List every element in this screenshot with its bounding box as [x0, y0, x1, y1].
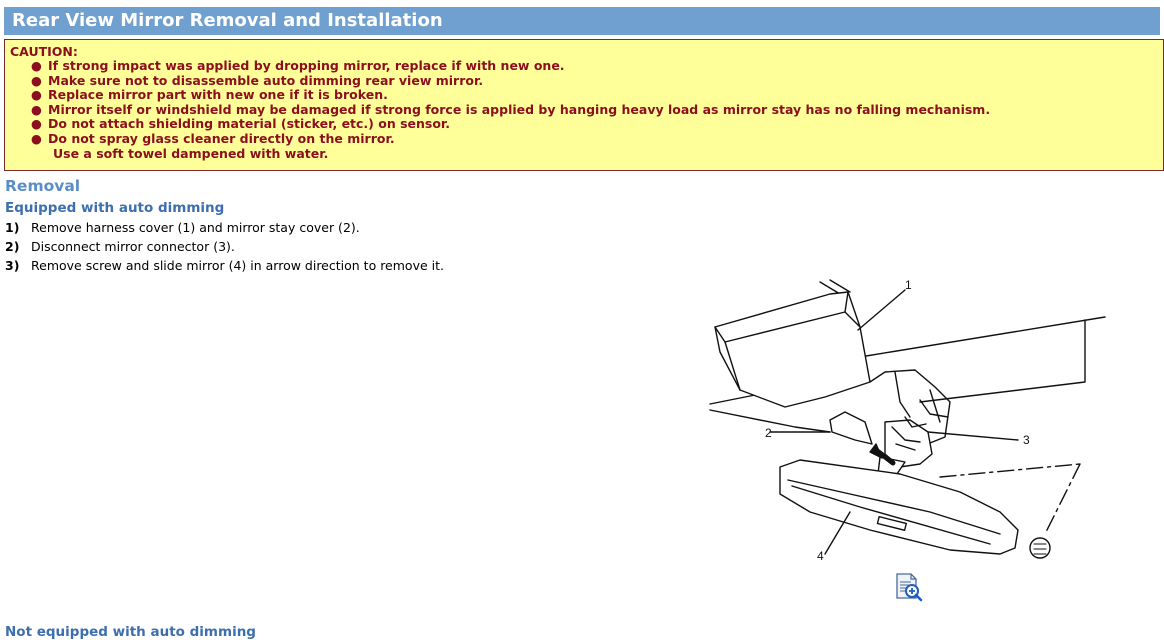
caution-item: ● If strong impact was applied by dropping mirror, replace if with new one.	[31, 58, 565, 73]
removal-steps	[5, 218, 444, 275]
step-item: 3) Remove screw and slide mirror (4) in arrow direction to remove it.	[5, 258, 444, 273]
page-title: Rear View Mirror Removal and Installation	[4, 7, 1160, 35]
step-item: 2) Disconnect mirror connector (3).	[5, 239, 235, 254]
callout-3: 3	[1023, 433, 1030, 447]
bullet-icon: ●	[31, 87, 42, 103]
callout-1: 1	[905, 278, 912, 292]
caution-item: ● Replace mirror part with new one if it is broken.	[31, 87, 388, 103]
bullet-icon: ●	[31, 72, 42, 88]
caution-item: ● Mirror itself or windshield may be damaged if strong force is applied by hanging heavy load as mirror stay has no falling mechanism.	[31, 101, 991, 117]
caution-item: ● Make sure not to disassemble auto dimming rear view mirror.	[31, 72, 484, 88]
zoom-in-document-icon[interactable]	[894, 572, 924, 602]
bullet-icon: ●	[31, 101, 42, 117]
mirror-removal-illustration	[700, 272, 1120, 572]
bullet-icon: ●	[31, 58, 42, 73]
removal-heading: Removal	[5, 177, 81, 195]
next-subheading: Not equipped with auto dimming	[5, 624, 256, 640]
caution-heading: CAUTION:	[10, 44, 78, 59]
callout-2: 2	[765, 426, 772, 440]
step-item: 1) Remove harness cover (1) and mirror stay cover (2).	[5, 220, 360, 235]
bullet-icon: ●	[31, 130, 42, 146]
caution-box	[4, 39, 1164, 171]
caution-continuation: Use a soft towel dampened with water.	[53, 145, 329, 161]
caution-item: ● Do not spray glass cleaner directly on the mirror.	[31, 130, 395, 146]
auto-dimming-subheading: Equipped with auto dimming	[5, 200, 225, 216]
bullet-icon: ●	[31, 116, 42, 132]
caution-list	[10, 59, 1163, 147]
callout-4: 4	[817, 549, 824, 563]
caution-item: ● Do not attach shielding material (sticker, etc.) on sensor.	[31, 116, 451, 132]
